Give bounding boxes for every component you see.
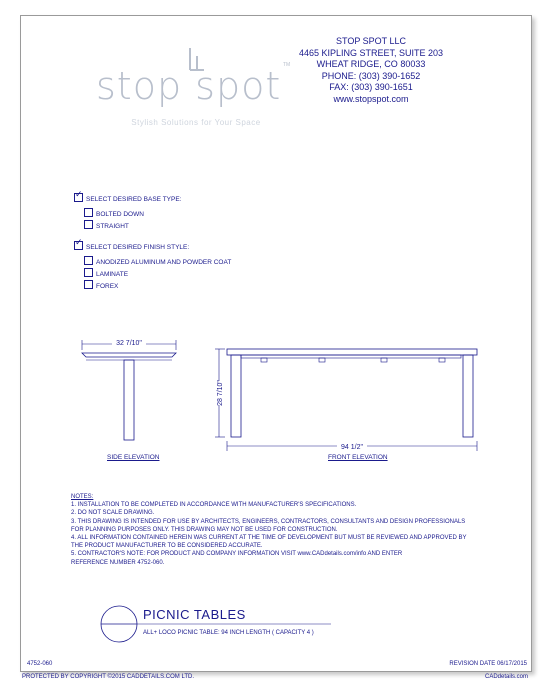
side-elevation-drawing [76, 334, 186, 446]
note-line: THE PRODUCT MANUFACTURER TO BE CONSIDERED ACCURATE. [71, 543, 263, 550]
note-line: 2. DO NOT SCALE DRAWING. [71, 510, 155, 517]
caddetails-brand[interactable]: CADdetails.com [484, 674, 528, 680]
checkbox-icon[interactable] [84, 280, 93, 289]
note-line: FOR PLANNING PURPOSES ONLY. THIS DRAWING MAY NOT BE USED FOR CONSTRUCTION. [71, 526, 338, 533]
checked-checkbox-icon[interactable] [74, 241, 83, 250]
checkbox-icon[interactable] [84, 220, 93, 229]
company-info [271, 36, 471, 105]
drawing-sheet [20, 15, 532, 672]
note-line: 3. THIS DRAWING IS INTENDED FOR USE BY ARCHITECTS, ENGINEERS, CONTRACTORS, CONSULTANTS AND DESIGN PROFESSIONALS [71, 518, 466, 525]
copyright-notice: PROTECTED BY COPYRIGHT ©2015 CADDETAILS.COM LTD. [22, 674, 195, 680]
drawing-title: PICNIC TABLES [143, 607, 246, 622]
drawing-subtitle: ALL+ LOCO PICNIC TABLE: 94 INCH LENGTH ( CAPACITY 4 ) [143, 630, 314, 636]
company-website[interactable]: www.stopspot.com [333, 93, 409, 104]
checkbox-icon[interactable] [84, 208, 93, 217]
finish-option-laminate[interactable]: LAMINATE [84, 268, 231, 280]
finish-style-section [74, 241, 231, 292]
company-name: STOP SPOT LLC [335, 36, 407, 46]
finish-option-anodized[interactable]: ANODIZED ALUMINUM AND POWDER COAT [84, 256, 231, 268]
height-dimension: 28 7/10" [217, 380, 224, 406]
front-elevation-label: FRONT ELEVATION [328, 454, 388, 461]
note-line: 1. INSTALLATION TO BE COMPLETED IN ACCORDANCE WITH MANUFACTURER'S SPECIFICATIONS. [71, 502, 357, 509]
note-line: 5. CONTRACTOR'S NOTE: FOR PRODUCT AND COMPANY INFORMATION VISIT www.CADdetails.com/info AND ENTER [71, 551, 403, 558]
base-option-bolted[interactable]: BOLTED DOWN [84, 208, 182, 220]
company-fax: FAX: (303) 390-1651 [329, 82, 413, 92]
stopspot-logo [96, 46, 296, 141]
company-address-line1: 4465 KIPLING STREET, SUITE 203 [298, 47, 444, 58]
checkbox-icon[interactable] [84, 256, 93, 265]
base-type-heading: ✓SELECT DESIRED BASE TYPE: [74, 193, 182, 205]
side-width-dimension: 32 7/10" [116, 340, 142, 347]
base-option-straight[interactable]: STRAIGHT [84, 220, 182, 232]
finish-style-heading: ✓SELECT DESIRED FINISH STYLE: [74, 241, 231, 253]
front-elevation-drawing [201, 341, 491, 456]
logo-wordmark: stop spot [96, 64, 282, 108]
note-line: 4. ALL INFORMATION CONTAINED HEREIN WAS CURRENT AT THE TIME OF DEVELOPMENT BUT MUST BE REVIEWED AND APPROVED BY [71, 535, 467, 542]
checkbox-icon[interactable] [84, 268, 93, 277]
drawing-number: 4752-060 [27, 661, 53, 667]
notes-block [71, 493, 521, 567]
finish-option-forex[interactable]: FOREX [84, 280, 231, 292]
logo-trademark: TM [283, 62, 291, 68]
title-block [99, 604, 339, 644]
base-type-section [74, 193, 182, 232]
length-dimension: 94 1/2" [341, 444, 363, 451]
note-line: REFERENCE NUMBER 4752-060. [71, 559, 165, 566]
revision-date: REVISION DATE 06/17/2015 [449, 661, 527, 667]
notes-heading: NOTES: [71, 494, 94, 500]
company-phone: PHONE: (303) 390-1652 [321, 70, 421, 81]
side-elevation-label: SIDE ELEVATION [107, 454, 160, 461]
company-address-line2: WHEAT RIDGE, CO 80033 [316, 59, 426, 69]
checked-checkbox-icon[interactable] [74, 193, 83, 202]
logo-tagline: Stylish Solutions for Your Space [131, 118, 261, 127]
